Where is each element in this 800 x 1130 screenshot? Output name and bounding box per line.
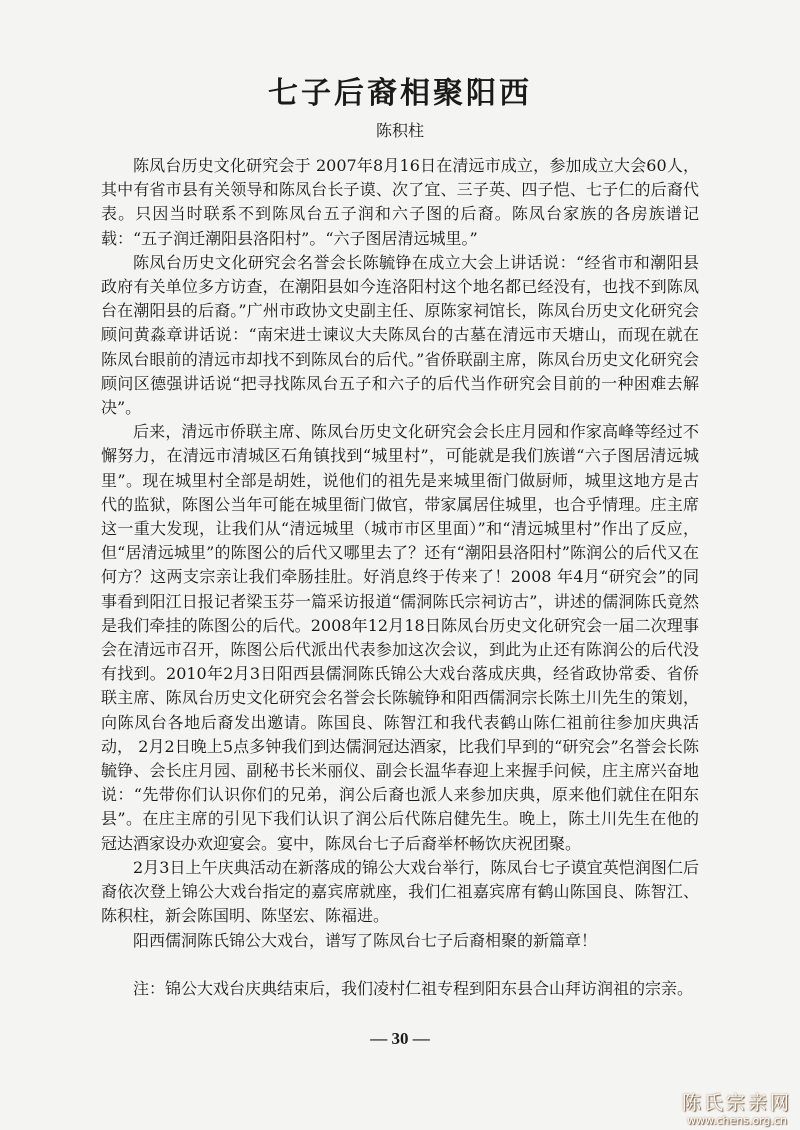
article-note: 注：锦公大戏台庆典结束后，我们凌村仁祖专程到阳东县合山拜访润祖的宗亲。 [133,978,694,998]
site-watermark [678,1094,796,1126]
watermark-site-url: www.chens.org.cn [686,1114,788,1127]
paragraph-1: 陈凤台历史文化研究会于 2007年8月16日在清远市成立，参加成立大会60人，其中有省市县有关领导和陈凤台长子谟、次了宜、三子英、四子恺、七子仁的后裔代表。只因当时联系不到陈凤台五子润和六子图的后裔。陈凤台家族的各房族谱记载：“五子润迁潮阳县洛阳村”。“六子图居清远城里。” [101,156,699,248]
paragraph-5: 阳西儒洞陈氏锦公大戏台，谱写了陈凤台七子后裔相聚的新篇章！ [133,930,598,950]
article-body [101,154,699,1001]
article-title: 七子后裔相聚阳西 [268,76,532,111]
article-author: 陈积柱 [375,121,424,140]
page-number: — 30 — [370,1029,430,1048]
paragraph-2: 陈凤台历史文化研究会名誉会长陈毓铮在成立大会上讲话说：“经省市和潮阳县政府有关单位多方访查，在潮阳县如今连洛阳村这个地名都已经没有，也找不到陈凤台在潮阳县的后裔。”广州市政协文史副主任、原陈家祠馆长，陈凤台历史文化研究会顾问黄淼章讲话说：“南宋进士谏议大夫陈凤台的古墓在清远市天塘山，而现在就在陈凤台眼前的清远市却找不到陈凤台的后代。”省侨联副主席，陈凤台历史文化研究会顾问区德强讲话说“把寻找陈凤台五子和六子的后代当作研究会目前的一种困难去解决”。 [101,252,699,418]
paragraph-3: 后来，清远市侨联主席、陈凤台历史文化研究会会长庄月园和作家高峰等经过不懈努力，在清远市清城区石角镇找到“城里村”，可能就是我们族谱“六子图居清远城里”。现在城里村全部是胡姓，说他们的祖先是来城里衙门做厨师，城里这地方是古代的监狱，陈图公当年可能在城里衙门做官，带家属居住城里，也合乎情理。庄主席这一重大发现，让我们从“清远城里（城市市区里面）”和“清远城里村”作出了反应，但“居清远城里”的陈图公的后代又哪里去了？还有“潮阳县洛阳村”陈润公的后代又在何方？这两支宗亲让我们牵肠挂肚。好消息终于传来了！2008 年4月“研究会”的同事看到阳江日报记者梁玉芬一篇采访报道“儒洞陈氏宗祠访古”，讲述的儒洞陈氏竟然是我们牵挂的陈图公的后代。2008年12月18日陈凤台历史文化研究会一届二次理事会在清远市召开，陈图公后代派出代表参加这次会议，到此为止还有陈润公的后代没有找到。2010年2月3日阳西县儒洞陈氏锦公大戏台落成庆典，经省政协常委、省侨联主席、陈凤台历史文化研究会名誉会长陈毓铮和阳西儒洞宗长陈土川先生的策划，向陈凤台各地后裔发出邀请。陈国良、陈智江和我代表鹤山陈仁祖前往参加庆典活动， 2月2日晚上5点多钟我们到达儒洞冠达酒家，比我们早到的“研究会”名誉会长陈毓铮、会长庄月园、副秘书长米丽仪、副会长温华春迎上来握手问候，庄主席兴奋地说：“先带你们认识你们的兄弟，润公后裔也派人来参加庆典，原来他们就住在阳东县”。在庄主席的引见下我们认识了润公后代陈启健先生。晚上，陈土川先生在他的冠达酒家设办欢迎宴会。宴中，陈凤台七子后裔举杯畅饮庆祝团聚。 [101,422,699,853]
watermark-site-name: 陈氏宗亲网 [681,1092,792,1114]
paragraph-4: 2月3日上午庆典活动在新落成的锦公大戏台举行，陈凤台七子谟宜英恺润图仁后裔依次登上锦公大戏台指定的嘉宾席就座，我们仁祖嘉宾席有鹤山陈国良、陈智江、陈积柱，新会陈国明、陈坚宏、陈福进。 [101,857,699,926]
